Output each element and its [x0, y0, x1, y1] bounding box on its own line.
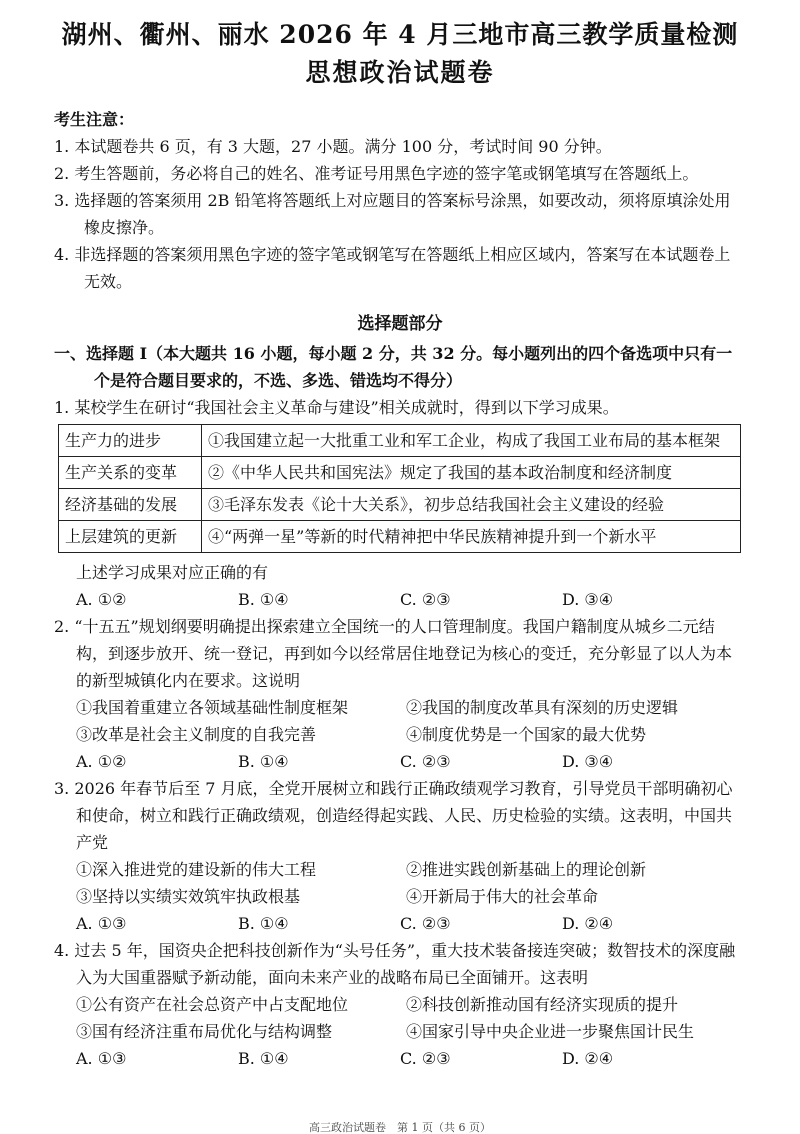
- question-3-options: [54, 910, 746, 937]
- question-4-options: [54, 1045, 746, 1072]
- notice-item: 4. 非选择题的答案须用黑色字迹的签字笔或钢笔写在答题纸上相应区域内，答案写在本试题卷上无效。: [54, 245, 731, 291]
- table-row: [59, 457, 741, 489]
- statement-1: ①公有资产在社会总资产中占支配地位: [76, 995, 349, 1014]
- option-c: C. ②③: [400, 1049, 451, 1068]
- question-1-options: [54, 586, 746, 613]
- statement-4: ④开新局于伟大的社会革命: [406, 887, 599, 906]
- table-cell-category: 生产关系的变革: [59, 457, 202, 489]
- question-4-stem: 4. 过去 5 年，国资央企把科技创新作为“头号任务”，重大技术装备接连突破；数智技术的深度融入为大国重器赋予新动能，面向未来产业的战略布局已全面铺开。这表明: [54, 941, 736, 987]
- table-row: [59, 489, 741, 521]
- page-footer: 高三政治试题卷 第 1 页（共 6 页）: [309, 1122, 491, 1134]
- statement-3: ③国有经济注重布局优化与结构调整: [76, 1022, 333, 1041]
- section-heading: 选择题部分: [357, 314, 443, 334]
- exam-subject-title: 思想政治试题卷: [305, 58, 495, 87]
- option-d: D. ③④: [562, 752, 614, 771]
- option-b: B. ①④: [238, 590, 289, 609]
- question-1-prompt: 上述学习成果对应正确的有: [76, 563, 269, 582]
- question-2-statements: [54, 694, 746, 748]
- option-d: D. ③④: [562, 590, 614, 609]
- option-c: C. ②③: [400, 752, 451, 771]
- statement-3: ③坚持以实绩实效筑牢执政根基: [76, 887, 301, 906]
- option-d: D. ②④: [562, 1049, 614, 1068]
- option-a: A. ①③: [76, 914, 127, 933]
- option-b: B. ①④: [238, 752, 289, 771]
- statement-2: ②我国的制度改革具有深刻的历史逻辑: [406, 698, 679, 717]
- option-d: D. ②④: [562, 914, 614, 933]
- option-a: A. ①③: [76, 1049, 127, 1068]
- question-1-stem: 1. 某校学生在研讨“我国社会主义革命与建设”相关成就时，得到以下学习成果。: [54, 398, 619, 417]
- option-a: A. ①②: [76, 590, 127, 609]
- table-cell-category: 生产力的进步: [59, 425, 202, 457]
- statement-1: ①我国着重建立各领域基础性制度框架: [76, 698, 349, 717]
- option-a: A. ①②: [76, 752, 127, 771]
- statement-1: ①深入推进党的建设新的伟大工程: [76, 860, 317, 879]
- part-heading: 一、选择题 I（本大题共 16 小题，每小题 2 分，共 32 分。每小题列出的四个备选项中只有一个是符合题目要求的，不选、多选、错选均不得分）: [54, 344, 733, 390]
- table-row: [59, 425, 741, 457]
- notice-item: 1. 本试题卷共 6 页，有 3 大题，27 小题。满分 100 分，考试时间 90 分钟。: [54, 137, 612, 156]
- study-results-table: [58, 424, 741, 553]
- table-cell-result: ①我国建立起一大批重工业和军工企业，构成了我国工业布局的基本框架: [202, 425, 741, 457]
- notice-item: 3. 选择题的答案须用 2B 铅笔将答题纸上对应题目的答案标号涂黑，如要改动，须将原填涂处用橡皮擦净。: [54, 191, 731, 237]
- statement-2: ②推进实践创新基础上的理论创新: [406, 860, 647, 879]
- question-2-stem: 2. “十五五”规划纲要明确提出探索建立全国统一的人口管理制度。我国户籍制度从城乡二元结构，到逐步放开、统一登记，再到如今以经常居住地登记为核心的变迁，充分彰显了以人为本的新型城镇化内在要求。这说明: [54, 617, 733, 690]
- statement-3: ③改革是社会主义制度的自我完善: [76, 725, 317, 744]
- table-cell-category: 经济基础的发展: [59, 489, 202, 521]
- statement-4: ④国家引导中央企业进一步聚焦国计民生: [406, 1022, 695, 1041]
- table-cell-result: ②《中华人民共和国宪法》规定了我国的基本政治制度和经济制度: [202, 457, 741, 489]
- statement-2: ②科技创新推动国有经济实现质的提升: [406, 995, 679, 1014]
- table-cell-result: ③毛泽东发表《论十大关系》，初步总结我国社会主义建设的经验: [202, 489, 741, 521]
- table-cell-category: 上层建筑的更新: [59, 521, 202, 553]
- exam-title: 湖州、衢州、丽水 2026 年 4 月三地市高三教学质量检测: [61, 20, 739, 49]
- notice-heading: 考生注意：: [54, 110, 135, 129]
- option-c: C. ②③: [400, 914, 451, 933]
- notice-item: 2. 考生答题前，务必将自己的姓名、准考证号用黑色字迹的签字笔或钢笔填写在答题纸上。: [54, 164, 699, 183]
- table-cell-result: ④“两弹一星”等新的时代精神把中华民族精神提升到一个新水平: [202, 521, 741, 553]
- statement-4: ④制度优势是一个国家的最大优势: [406, 725, 647, 744]
- question-2-options: [54, 748, 746, 775]
- question-3-statements: [54, 856, 746, 910]
- option-b: B. ①④: [238, 914, 289, 933]
- table-row: [59, 521, 741, 553]
- question-4-statements: [54, 991, 746, 1045]
- option-c: C. ②③: [400, 590, 451, 609]
- question-3-stem: 3. 2026 年春节后至 7 月底，全党开展树立和践行正确政绩观学习教育，引导党员干部明确初心和使命，树立和践行正确政绩观，创造经得起实践、人民、历史检验的实绩。这表明，中国共产党: [54, 779, 733, 852]
- option-b: B. ①④: [238, 1049, 289, 1068]
